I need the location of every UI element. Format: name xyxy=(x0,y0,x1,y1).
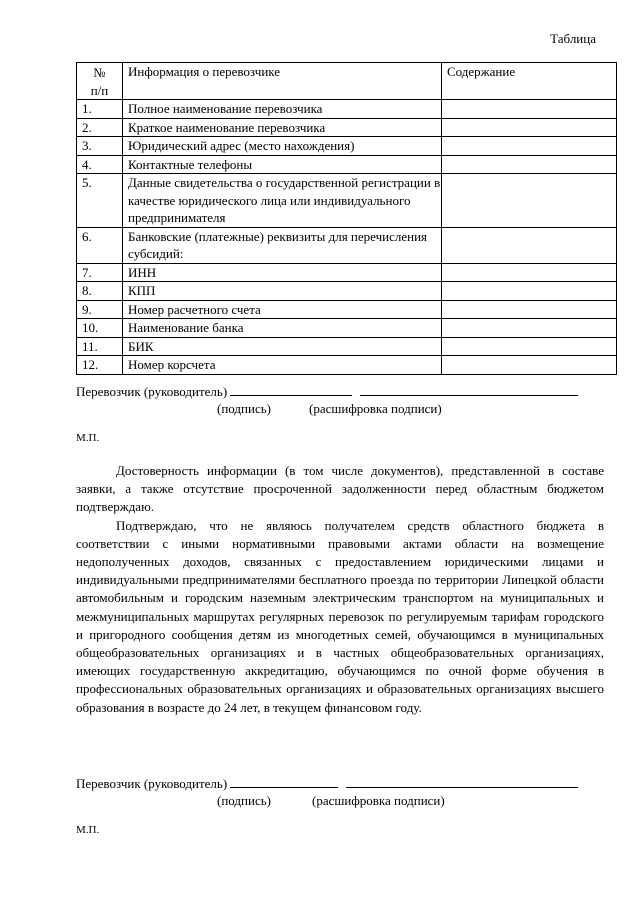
cell-info: Банковские (платежные) реквизиты для перечисления субсидий: xyxy=(123,227,442,263)
table-row xyxy=(77,100,617,119)
cell-content[interactable] xyxy=(442,100,617,119)
table-row xyxy=(77,300,617,319)
cell-content[interactable] xyxy=(442,137,617,156)
cell-info: КПП xyxy=(123,282,442,301)
cell-info: Наименование банка xyxy=(123,319,442,338)
signature-line-2 xyxy=(76,775,578,792)
cell-info: Данные свидетельства о государственной регистрации в качестве юридического лица или индивидуального предпринимателя xyxy=(123,174,442,228)
paragraph: Достоверность информации (в том числе документов), представленной в составе заявки, а также отсутствие просроченной задолженности перед областным бюджетом подтверждаю. xyxy=(76,463,604,515)
cell-info: Юридический адрес (место нахождения) xyxy=(123,137,442,156)
paragraph: Подтверждаю, что не являюсь получателем средств областного бюджета в соответствии с иными нормативными правовыми актами области на возмещение недополученных доходов, связанных с предоставлением юридическими лицами и индивидуальными предпринимателями бесплатного проезда по территории Липецкой области автомобильным и городским наземным электрическим транспортом на муниципальных и межмуниципальных маршрутах регулярных перевозок по регулируемым тарифам городского и пригородного сообщения детям из многодетных семей, обучающимся в муниципальных общеобразовательных организациях и в частных общеобразовательных организациях, имеющих государственную аккредитацию, обучающимся по очной форме обучения в профессиональных образовательных организациях и образовательных организациях высшего образования в возрасте до 24 лет, в текущем финансовом году. xyxy=(76,517,604,715)
cell-num: 6. xyxy=(77,227,123,263)
signature-label: Перевозчик (руководитель) xyxy=(76,384,228,399)
cell-num: 11. xyxy=(77,337,123,356)
signature-field[interactable] xyxy=(230,383,352,396)
cell-info: Номер корсчета xyxy=(123,356,442,375)
cell-content[interactable] xyxy=(442,118,617,137)
cell-content[interactable] xyxy=(442,356,617,375)
table-row xyxy=(77,337,617,356)
cell-content[interactable] xyxy=(442,337,617,356)
signature-decode-field[interactable] xyxy=(346,775,578,788)
cell-num: 1. xyxy=(77,100,123,119)
table-row xyxy=(77,263,617,282)
cell-num: 5. xyxy=(77,174,123,228)
stamp-mark: М.П. xyxy=(76,824,100,836)
hint-decode: (расшифровка подписи) xyxy=(312,793,445,808)
cell-content[interactable] xyxy=(442,282,617,301)
hint-sign: (подпись) xyxy=(217,793,271,808)
cell-info: Номер расчетного счета xyxy=(123,300,442,319)
header-num: № п/п xyxy=(77,63,123,100)
cell-num: 12. xyxy=(77,356,123,375)
cell-info: Полное наименование перевозчика xyxy=(123,100,442,119)
table-row xyxy=(77,155,617,174)
cell-num: 4. xyxy=(77,155,123,174)
cell-info: Контактные телефоны xyxy=(123,155,442,174)
cell-info: ИНН xyxy=(123,263,442,282)
table-row xyxy=(77,319,617,338)
cell-num: 9. xyxy=(77,300,123,319)
table-row xyxy=(77,118,617,137)
table-row xyxy=(77,174,617,228)
signature-label: Перевозчик (руководитель) xyxy=(76,776,228,791)
stamp-mark: М.П. xyxy=(76,432,100,444)
cell-info: БИК xyxy=(123,337,442,356)
table-header-row xyxy=(77,63,617,100)
hint-sign: (подпись) xyxy=(217,401,271,416)
hint-decode: (расшифровка подписи) xyxy=(309,401,442,416)
signature-field[interactable] xyxy=(230,775,338,788)
table-row xyxy=(77,137,617,156)
table-row xyxy=(77,227,617,263)
cell-num: 3. xyxy=(77,137,123,156)
statement-text xyxy=(76,462,604,717)
table-row xyxy=(77,282,617,301)
cell-content[interactable] xyxy=(442,263,617,282)
carrier-info-table xyxy=(76,62,617,375)
cell-content[interactable] xyxy=(442,155,617,174)
cell-num: 10. xyxy=(77,319,123,338)
signature-decode-field[interactable] xyxy=(360,383,578,396)
cell-content[interactable] xyxy=(442,227,617,263)
cell-content[interactable] xyxy=(442,300,617,319)
header-info: Информация о перевозчике xyxy=(123,63,442,100)
table-caption: Таблица xyxy=(550,31,596,46)
cell-content[interactable] xyxy=(442,319,617,338)
cell-info: Краткое наименование перевозчика xyxy=(123,118,442,137)
cell-num: 8. xyxy=(77,282,123,301)
table-row xyxy=(77,356,617,375)
signature-line-1 xyxy=(76,383,578,400)
cell-content[interactable] xyxy=(442,174,617,228)
cell-num: 2. xyxy=(77,118,123,137)
header-content: Содержание xyxy=(442,63,617,100)
cell-num: 7. xyxy=(77,263,123,282)
